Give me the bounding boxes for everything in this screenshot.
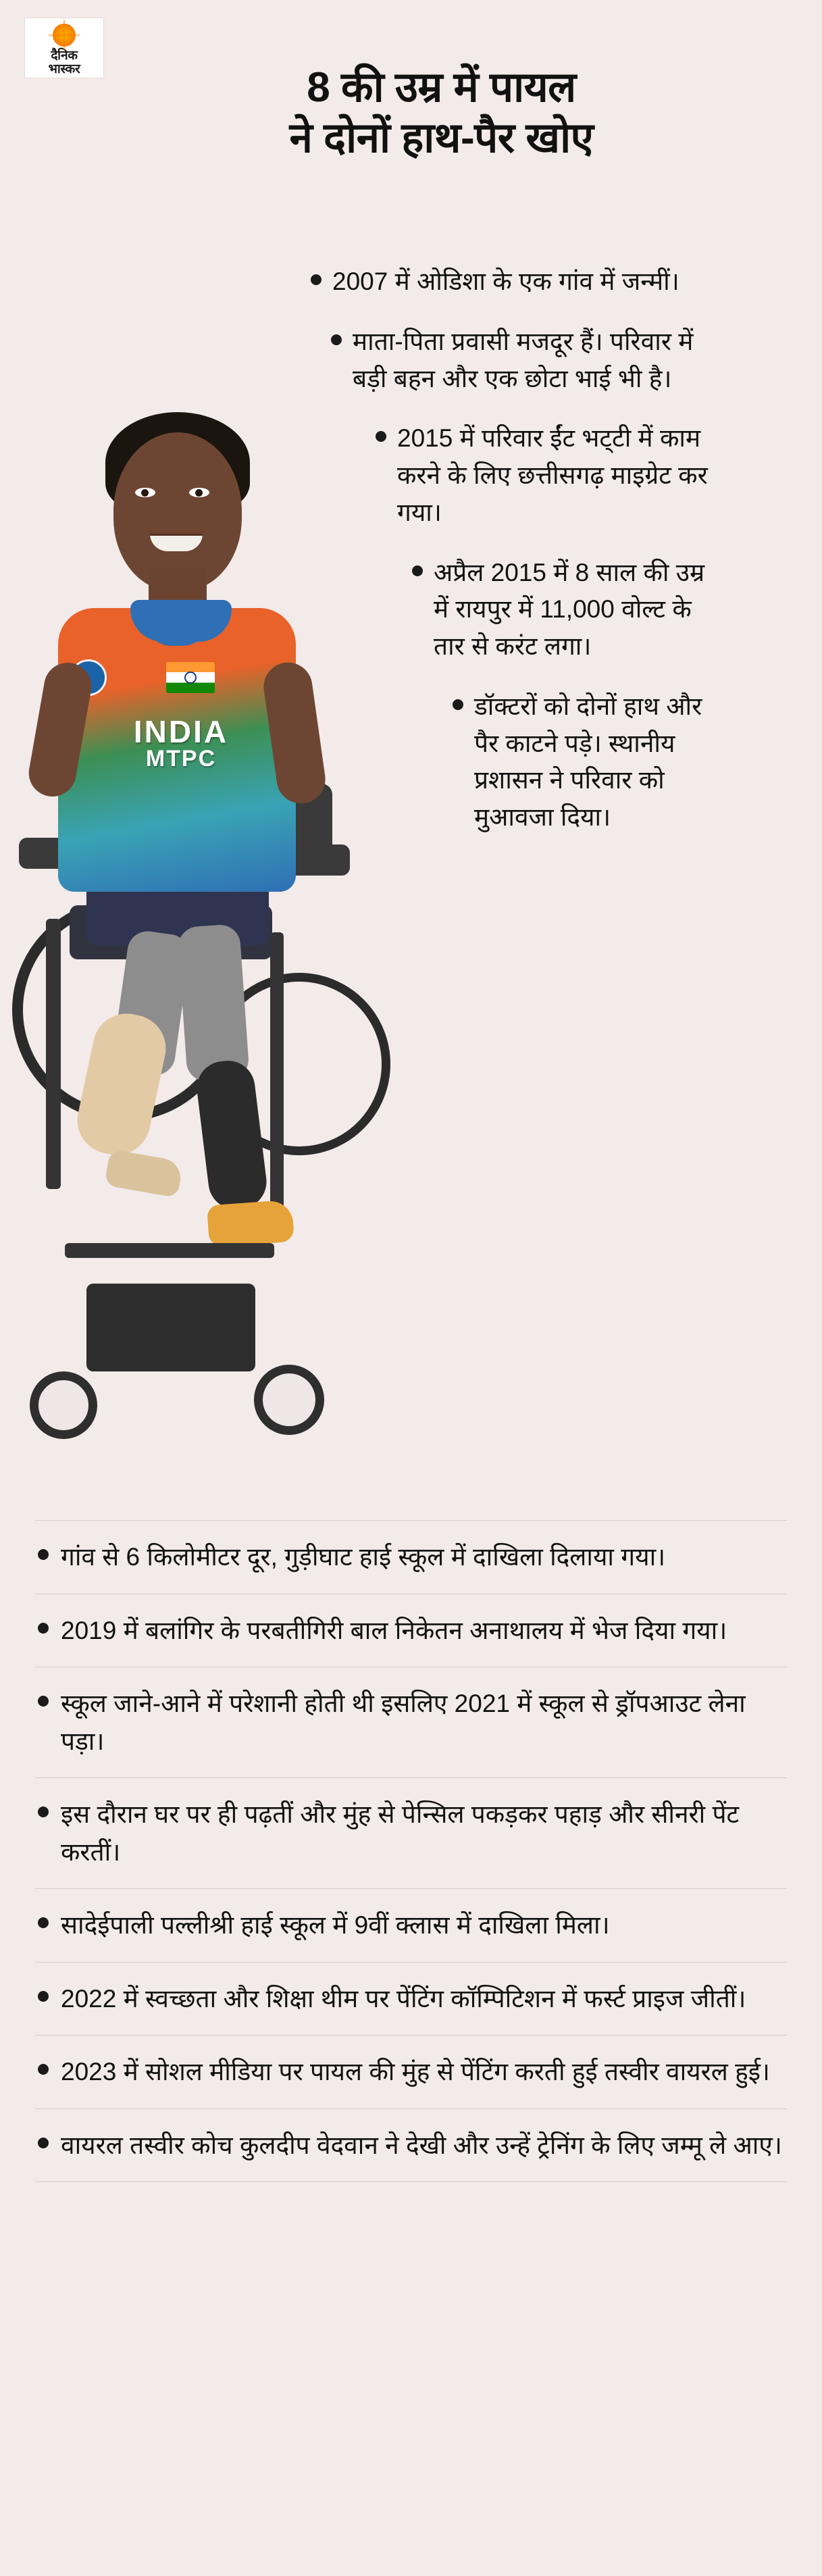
- list-item: [35, 1963, 787, 2036]
- list-item-text: 2023 में सोशल मीडिया पर पायल की मुंह से पेंटिंग करती हुई तस्वीर वायरल हुई।: [61, 2058, 770, 2086]
- list-item-text: 2007 में ओडिशा के एक गांव में जन्मीं।: [332, 268, 679, 295]
- wheelchair-crossbar: [65, 1243, 274, 1258]
- photo-area: [5, 223, 357, 1480]
- bullet-dot-icon: [412, 565, 423, 576]
- jersey-collar: [130, 600, 232, 642]
- eye-right: [189, 488, 209, 497]
- india-flag-patch: [166, 662, 215, 693]
- eye-left: [135, 488, 155, 497]
- bullet-dot-icon: [38, 1623, 49, 1634]
- list-item-text: 2019 में बलांगिर के परबतीगिरी बाल निकेतन अनाथालय में भेज दिया गया।: [61, 1616, 727, 1644]
- bullet-dot-icon: [38, 2064, 49, 2075]
- list-item: [412, 555, 790, 665]
- bullet-dot-icon: [376, 431, 386, 442]
- jersey-text-main: INDIA: [133, 714, 229, 749]
- bullet-dot-icon: [38, 1807, 49, 1817]
- wheelchair-caster-right: [254, 1365, 324, 1435]
- girl-in-wheelchair-photo: [5, 230, 357, 1466]
- list-item-text: माता-पिता प्रवासी मजदूर हैं। परिवार में बड़ी बहन और एक छोटा भाई भी है।: [353, 327, 694, 393]
- list-item: [35, 1667, 787, 1778]
- prosthetic-foot-left: [104, 1149, 184, 1198]
- page-title: [27, 46, 795, 164]
- list-item-text: गांव से 6 किलोमीटर दूर, गुड़ीघाट हाई स्कूल में दाखिला दिलाया गया।: [61, 1543, 666, 1571]
- jersey-text-sub: MTPC: [145, 746, 217, 772]
- headline-line-1: 8 की उम्र में पायल: [307, 64, 576, 111]
- sun-icon: [53, 24, 76, 47]
- wheelchair-frame-right: [270, 932, 284, 1216]
- list-item: [35, 2109, 787, 2183]
- list-item-text: स्कूल जाने-आने में परेशानी होती थी इसलिए 2021 में स्कूल से ड्रॉपआउट लेना पड़ा।: [61, 1690, 746, 1755]
- wheelchair-frame-left: [46, 919, 61, 1189]
- brand-logo-line1: दैनिक: [51, 49, 78, 63]
- bullet-dot-icon: [453, 699, 463, 710]
- list-item: [35, 1594, 787, 1668]
- list-item: [331, 324, 790, 398]
- list-item-text: डॉक्टरों को दोनों हाथ और पैर काटने पड़े। स्थानीय प्रशासन ने परिवार को मुआवजा दिया।: [474, 692, 702, 831]
- prosthetic-foot-right: [207, 1200, 294, 1248]
- top-bullet-list: [297, 223, 822, 836]
- bullet-dot-icon: [38, 1991, 49, 2002]
- brand-logo-text: [49, 49, 80, 76]
- top-section: [0, 223, 822, 1493]
- leg-cover-right: [177, 924, 250, 1083]
- list-item: [35, 1778, 787, 1889]
- brand-logo: [24, 18, 104, 78]
- bullet-dot-icon: [38, 1549, 49, 1560]
- list-item-text: 2022 में स्वच्छता और शिक्षा थीम पर पेंटिंग कॉम्पिटिशन में फर्स्ट प्राइज जीतीं।: [61, 1984, 746, 2013]
- list-item: [35, 1520, 787, 1594]
- list-item: [453, 688, 790, 836]
- list-item: [376, 420, 790, 531]
- list-item-text: अप्रैल 2015 में 8 साल की उम्र में रायपुर में 11,000 वोल्ट के तार से करंट लगा।: [434, 558, 705, 660]
- wheelchair-caster-left: [30, 1371, 97, 1439]
- list-item-text: 2015 में परिवार ईंट भट्‌टी में काम करने के लिए छत्तीसगढ़ माइग्रेट कर गया।: [397, 424, 708, 526]
- list-item: [311, 263, 790, 301]
- brand-logo-line2: भास्कर: [48, 61, 80, 76]
- list-item: [35, 1889, 787, 1963]
- list-item-text: वायरल तस्वीर कोच कुलदीप वेदवान ने देखी और उन्हें ट्रेनिंग के लिए जम्मू ले आए।: [61, 2131, 782, 2159]
- bullet-dot-icon: [38, 2138, 49, 2148]
- list-item-text: सादेईपाली पल्लीश्री हाई स्कूल में 9वीं क्लास में दाखिला मिला।: [61, 1911, 610, 1939]
- bullet-dot-icon: [38, 1917, 49, 1928]
- list-item-text: इस दौरान घर पर ही पढ़तीं और मुंह से पेन्सिल पकड़कर पहाड़ और सीनरी पेंट करतीं।: [61, 1800, 740, 1866]
- list-item: [35, 2036, 787, 2109]
- wheelchair-footplate: [86, 1284, 255, 1371]
- bullet-dot-icon: [38, 1696, 49, 1707]
- lower-bullet-list: [0, 1493, 822, 2229]
- headline-line-2: ने दोनों हाथ-पैर खोए: [289, 115, 594, 162]
- header: [0, 0, 822, 223]
